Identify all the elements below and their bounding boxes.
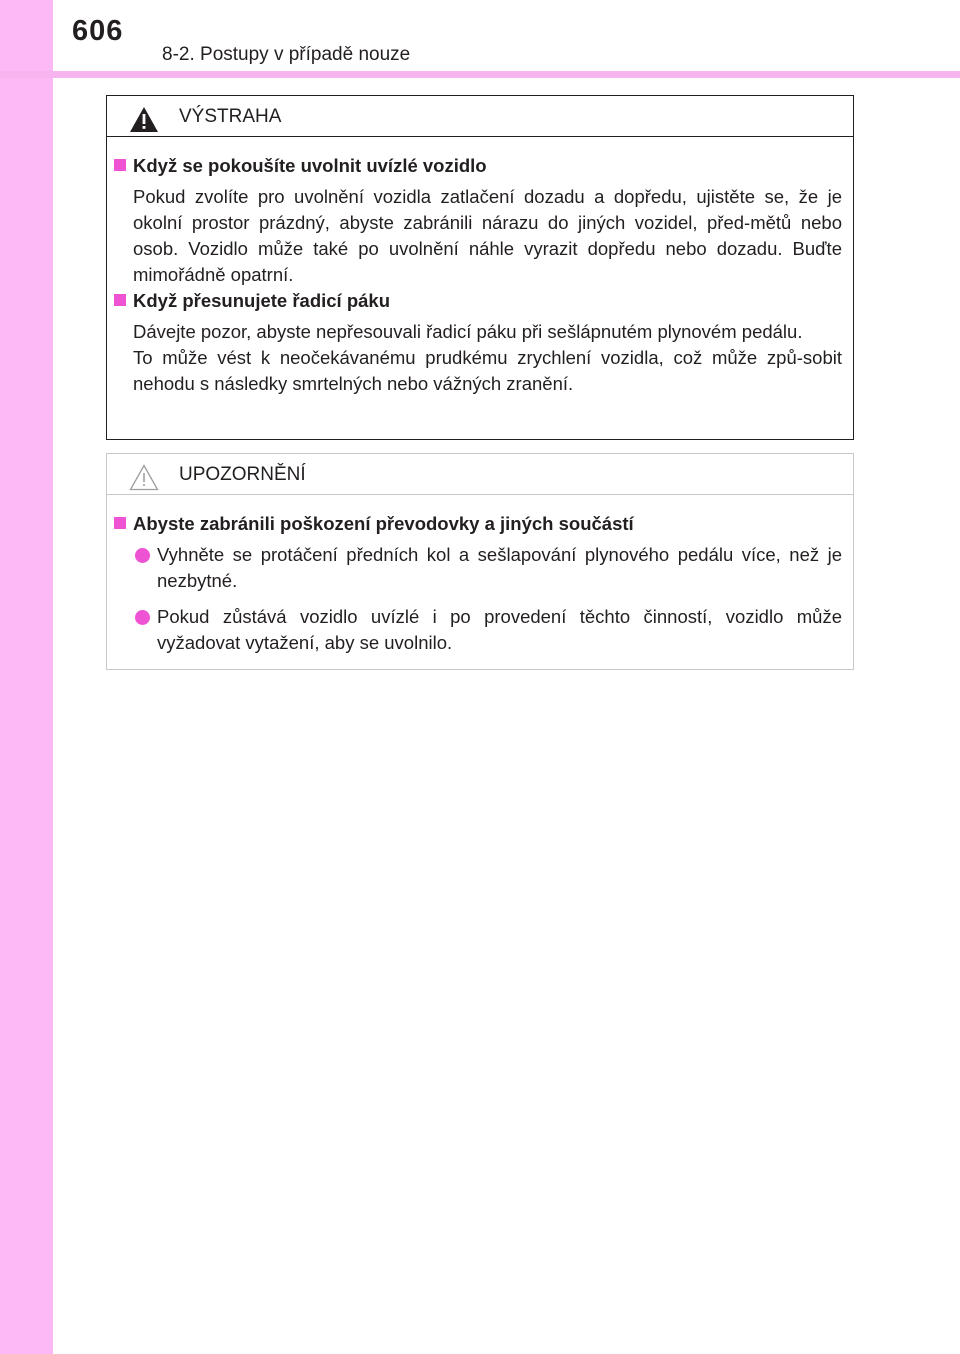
warning-item-text: Dávejte pozor, abyste nepřesouvali řadicí páku při sešlápnutém plynovém pedálu. bbox=[133, 321, 803, 342]
caution-label: UPOZORNĚNÍ bbox=[179, 464, 306, 485]
caution-box bbox=[106, 453, 854, 670]
warning-item-title: Když se pokoušíte uvolnit uvízlé vozidlo bbox=[114, 153, 842, 179]
square-bullet-icon bbox=[114, 159, 126, 171]
side-tab-band bbox=[0, 0, 53, 1354]
square-bullet-icon bbox=[114, 294, 126, 306]
caution-bullet: Pokud zůstává vozidlo uvízlé i po provedení těchto činností, vozidlo může vyžadovat vytažení, aby se uvolnilo. bbox=[133, 604, 842, 656]
caution-header bbox=[107, 454, 853, 495]
caution-item bbox=[114, 511, 842, 656]
warning-item bbox=[114, 153, 842, 288]
warning-label: VÝSTRAHA bbox=[179, 106, 282, 127]
warning-triangle-filled-icon bbox=[129, 106, 159, 133]
warning-item-title: Když přesunujete řadicí páku bbox=[114, 288, 842, 314]
warning-header bbox=[107, 96, 853, 137]
caution-triangle-outline-icon bbox=[129, 464, 159, 491]
square-bullet-icon bbox=[114, 517, 126, 529]
warning-box bbox=[106, 95, 854, 440]
caution-item-title: Abyste zabránili poškození převodovky a jiných součástí bbox=[114, 511, 842, 537]
warning-item bbox=[114, 288, 842, 397]
round-bullet-icon bbox=[135, 610, 150, 625]
round-bullet-icon bbox=[135, 548, 150, 563]
header-rule bbox=[0, 71, 960, 78]
section-title: 8-2. Postupy v případě nouze bbox=[162, 44, 411, 65]
page-number: 606 bbox=[72, 15, 124, 47]
warning-item-text: Pokud zvolíte pro uvolnění vozidla zatlačení dozadu a dopředu, ujistěte se, že je okolní prostor prázdný, abyste zabránili nárazu do jiných vozidel, před-mětů nebo osob. Vozidlo může také po uvolnění náhle vyrazit dopředu nebo dozadu. Buďte mimořádně opatrní. bbox=[133, 186, 842, 285]
warning-item-text: To může vést k neočekávanému prudkému zrychlení vozidla, což může způ-sobit nehodu s následky smrtelných nebo vážných zranění. bbox=[133, 347, 842, 394]
caution-bullet: Vyhněte se protáčení předních kol a sešlapování plynového pedálu více, než je nezbytné. bbox=[133, 542, 842, 594]
